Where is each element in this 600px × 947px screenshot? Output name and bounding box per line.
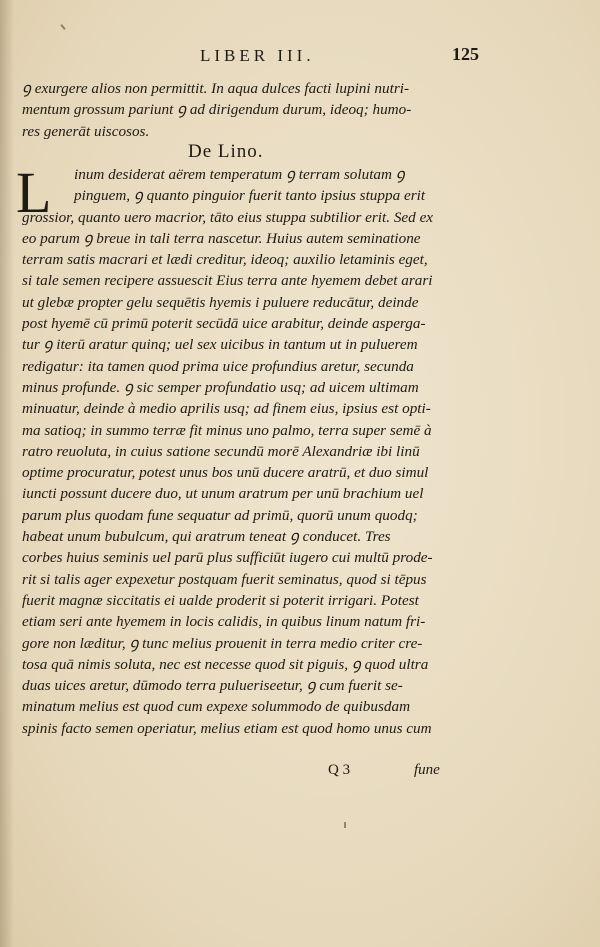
text-line: mentum grossum pariunt ꝯ ad dirigendum durum, ideoq; humo- <box>22 101 412 119</box>
text-line: iuncti possunt ducere duo, ut unum aratrum per unū brachium uel <box>22 485 424 503</box>
folio-number: 125 <box>452 44 479 64</box>
text-line: minuatur, deinde à medio aprilis usq; ad finem eius, ipsius est opti- <box>22 400 431 418</box>
drop-cap: L <box>16 160 52 225</box>
text-line: fuerit magnæ siccitatis ei ualde proderit si poterit irrigari. Potest <box>22 591 419 609</box>
text-line: eo parum ꝯ breue in tali terra nascetur. Huius autem seminatione <box>22 229 421 247</box>
page-footer <box>0 762 600 786</box>
body-text <box>22 164 458 739</box>
text-line: ut glebæ propter gelu sequētis hyemis i puluere reducātur, deinde <box>22 293 419 311</box>
text-line: terram satis macrari et lædi creditur, ideoq; auxilio letaminis eget, <box>22 251 428 269</box>
gutter-shadow <box>0 0 14 947</box>
ink-speck <box>344 822 346 828</box>
text-line: etiam seri ante hyemem in locis calidis, in quibus linum natum fri- <box>22 613 426 631</box>
text-line: duas uices aretur, dūmodo terra pulueriseetur, ꝯ cum fuerit se- <box>22 677 403 695</box>
running-head: LIBER III. <box>200 46 315 65</box>
text-line: minatum melius est quod cum expexe solummodo de quibusdam <box>22 698 411 716</box>
signature-mark: Q 3 <box>328 762 351 778</box>
text-line: res generāt uiscosos. <box>22 122 150 140</box>
text-line: grossior, quanto uero macrior, tāto eius stuppa subtilior erit. Sed ex <box>22 208 434 226</box>
text-line: ma satioq; in summo terræ fit minus uno palmo, terra super semē à <box>22 421 432 439</box>
text-line: redigatur: ita tamen quod prima uice profundius aretur, secunda <box>22 357 414 375</box>
text-line: si tale semen recipere assuescit Eius terra ante hyemem debet arari <box>22 272 433 290</box>
text-line: rit si talis ager expexetur postquam fuerit seminatus, quod si tēpus <box>22 570 427 588</box>
ink-speck <box>60 24 65 30</box>
text-line: gore non læditur, ꝯ tunc melius prouenit in terra medio criter cre- <box>22 634 423 652</box>
page-header <box>0 40 600 70</box>
text-line: corbes huius seminis uel parū plus sufficiūt iugero cui multū prode- <box>22 549 433 567</box>
text-line: ratro reuoluta, in cuius satione secundū morē Alexandriæ ibi linū <box>22 442 420 460</box>
text-line: post hyemē cū primū poterit secūdā uice arabitur, deinde asperga- <box>22 315 426 333</box>
text-line: inum desiderat aërem temperatum ꝯ terram solutam ꝯ <box>74 166 405 183</box>
text-line: tosa quā nimis soluta, nec est necesse quod sit piguis, ꝯ quod ultra <box>22 655 429 673</box>
text-line: tur ꝯ iterū aratur quinq; uel sex uicibus in tantum ut in puluerem <box>22 336 418 354</box>
text-line: habeat unum bubulcum, qui aratrum teneat ꝯ conducet. Tres <box>22 528 391 546</box>
text-line: ꝯ exurgere alios non permittit. In aqua dulces facti lupini nutri- <box>22 80 410 97</box>
text-line: parum plus quodam fune sequatur ad primū, quorū unum quodq; <box>22 506 418 524</box>
text-line: optime procuratur, potest unus bos unū ducere aratrū, et duo simul <box>22 464 429 482</box>
catchword: fune <box>414 762 440 778</box>
intro-text <box>22 78 458 142</box>
text-line: spinis facto semen operiatur, melius etiam est quod homo unus cum <box>22 719 432 737</box>
text-line: pinguem, ꝯ quanto pinguior fuerit tanto ipsius stuppa erit <box>74 187 426 205</box>
section-title: De Lino. <box>188 141 264 162</box>
text-line: minus profunde. ꝯ sic semper profundatio usq; ad uicem ultimam <box>22 378 419 396</box>
